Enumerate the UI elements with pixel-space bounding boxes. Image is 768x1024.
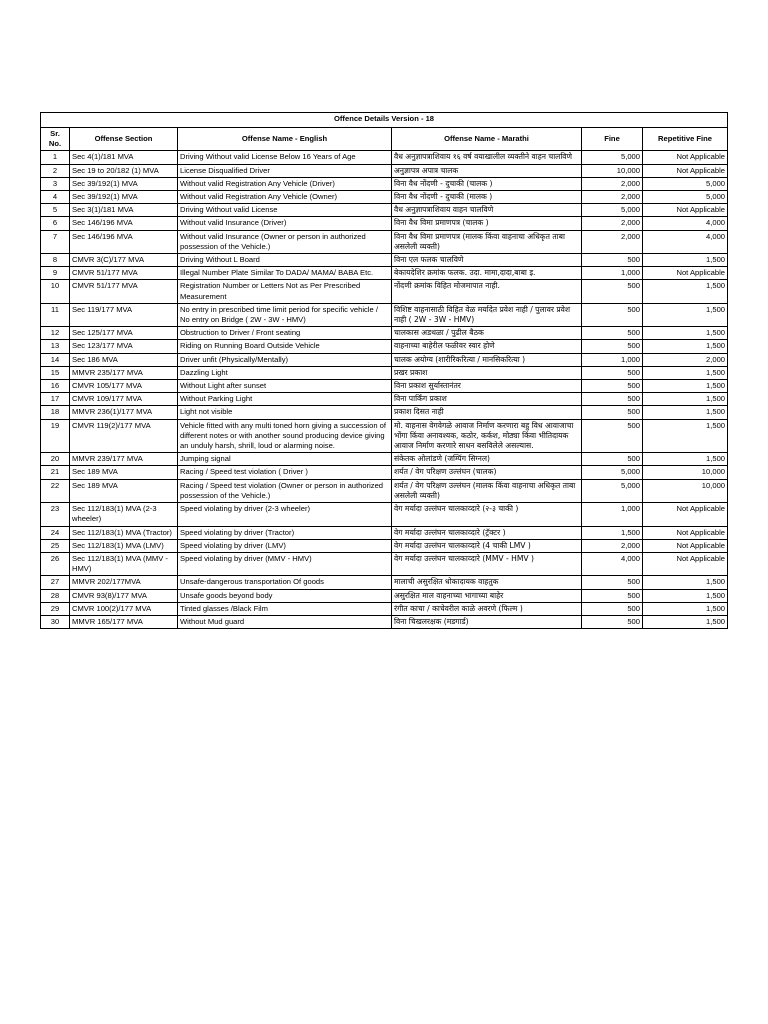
offense-name-marathi-cell: विना वैध नोंदणी - दुचाकी (मालक )	[392, 191, 582, 204]
fine-cell: 500	[582, 393, 643, 406]
offense-section-cell: CMVR 93(8)/177 MVA	[70, 589, 178, 602]
offense-name-english-cell: Without Parking Light	[178, 393, 392, 406]
table-row	[41, 353, 728, 366]
offense-section-cell: Sec 189 MVA	[70, 479, 178, 502]
offense-section-cell: MMVR 235/177 MVA	[70, 366, 178, 379]
offense-section-cell: Sec 4(1)/181 MVA	[70, 151, 178, 164]
sr-no-cell: 17	[41, 393, 70, 406]
table-row	[41, 230, 728, 253]
repetitive-fine-cell: 4,000	[643, 217, 728, 230]
fine-cell: 1,000	[582, 267, 643, 280]
repetitive-fine-cell: 1,500	[643, 340, 728, 353]
table-row	[41, 466, 728, 479]
sr-no-cell: 9	[41, 267, 70, 280]
fine-cell: 500	[582, 380, 643, 393]
sr-no-cell: 15	[41, 366, 70, 379]
offense-name-english-cell: Jumping signal	[178, 453, 392, 466]
offense-name-english-cell: Speed violating by driver (LMV)	[178, 539, 392, 552]
fine-cell: 500	[582, 576, 643, 589]
offense-name-english-cell: Registration Number or Letters Not as Per Prescribed Measurement	[178, 280, 392, 303]
repetitive-fine-cell: 1,500	[643, 327, 728, 340]
sr-no-cell: 12	[41, 327, 70, 340]
offense-section-cell: Sec 112/183(1) MVA (Tractor)	[70, 526, 178, 539]
repetitive-fine-cell: 1,500	[643, 303, 728, 326]
sr-no-cell: 5	[41, 204, 70, 217]
table-row	[41, 393, 728, 406]
offense-section-cell: MMVR 239/177 MVA	[70, 453, 178, 466]
sr-no-cell: 10	[41, 280, 70, 303]
sr-no-cell: 8	[41, 254, 70, 267]
header-row	[41, 128, 728, 151]
offense-name-marathi-cell: वेग मर्यादा उल्लंघन चालकाव्दारे (ट्रॅक्टर )	[392, 526, 582, 539]
offense-section-cell: Sec 112/183(1) MVA (2-3 wheeler)	[70, 503, 178, 526]
offense-name-marathi-cell: शर्यत / वेग परिक्षण उल्लंघन (चालक)	[392, 466, 582, 479]
offense-section-cell: CMVR 109/177 MVA	[70, 393, 178, 406]
offence-details-sheet	[40, 112, 727, 629]
fine-cell: 500	[582, 419, 643, 453]
header-offense-name-marathi: Offense Name - Marathi	[392, 128, 582, 151]
sr-no-cell: 14	[41, 353, 70, 366]
offense-name-english-cell: Unsafe goods beyond body	[178, 589, 392, 602]
repetitive-fine-cell: Not Applicable	[643, 503, 728, 526]
offense-name-english-cell: Without valid Registration Any Vehicle (Driver)	[178, 177, 392, 190]
offense-name-marathi-cell: संकेतक ओलांडणे (जम्पिंग सिग्नल)	[392, 453, 582, 466]
repetitive-fine-cell: 10,000	[643, 466, 728, 479]
offense-name-english-cell: No entry in prescribed time limit period for specific vehicle / No entry on Bridge ( 2W - 3W - HMV)	[178, 303, 392, 326]
fine-cell: 500	[582, 453, 643, 466]
offense-name-marathi-cell: वैध अनुज्ञापत्राशिवाय वाहन चालविणे	[392, 204, 582, 217]
table-body	[41, 151, 728, 629]
offense-name-marathi-cell: विशिष्ट वाहनासाठी विहित वेळ मर्यादेत प्रवेश नाही / पुलावर प्रवेश नाही ( 2W - 3W - HMV)	[392, 303, 582, 326]
offense-name-marathi-cell: विना प्रकाश सुर्यास्तानंतर	[392, 380, 582, 393]
fine-cell: 10,000	[582, 164, 643, 177]
table-row	[41, 539, 728, 552]
table-row	[41, 151, 728, 164]
sr-no-cell: 16	[41, 380, 70, 393]
offense-section-cell: CMVR 100(2)/177 MVA	[70, 602, 178, 615]
repetitive-fine-cell: 1,500	[643, 366, 728, 379]
fine-cell: 5,000	[582, 479, 643, 502]
header-fine: Fine	[582, 128, 643, 151]
offense-name-english-cell: Unsafe-dangerous transportation Of goods	[178, 576, 392, 589]
offense-name-english-cell: Obstruction to Driver / Front seating	[178, 327, 392, 340]
fine-cell: 500	[582, 406, 643, 419]
offense-section-cell: Sec 186 MVA	[70, 353, 178, 366]
offense-name-english-cell: Without Mud guard	[178, 615, 392, 628]
table-row	[41, 191, 728, 204]
sr-no-cell: 22	[41, 479, 70, 502]
fine-cell: 5,000	[582, 204, 643, 217]
fine-cell: 500	[582, 303, 643, 326]
fine-cell: 5,000	[582, 151, 643, 164]
table-row	[41, 419, 728, 453]
title-row	[41, 113, 728, 128]
offense-name-marathi-cell: विना चिखलरक्षक (मडगार्ड)	[392, 615, 582, 628]
fine-cell: 500	[582, 327, 643, 340]
offense-name-marathi-cell: प्रकाश दिसत नाही	[392, 406, 582, 419]
fine-cell: 500	[582, 366, 643, 379]
table-row	[41, 280, 728, 303]
offense-section-cell: CMVR 105/177 MVA	[70, 380, 178, 393]
offense-section-cell: Sec 146/196 MVA	[70, 230, 178, 253]
repetitive-fine-cell: 1,500	[643, 406, 728, 419]
offense-section-cell: MMVR 165/177 MVA	[70, 615, 178, 628]
repetitive-fine-cell: 1,500	[643, 280, 728, 303]
table-row	[41, 406, 728, 419]
offense-name-marathi-cell: विना वैध नोंदणी - दुचाकी (चालक )	[392, 177, 582, 190]
offense-name-english-cell: Light not visible	[178, 406, 392, 419]
sr-no-cell: 18	[41, 406, 70, 419]
repetitive-fine-cell: Not Applicable	[643, 552, 728, 575]
sr-no-cell: 11	[41, 303, 70, 326]
offense-name-marathi-cell: चालक अयोग्य (शारीरिकरित्या / मानसिकरित्या )	[392, 353, 582, 366]
fine-cell: 2,000	[582, 539, 643, 552]
sr-no-cell: 19	[41, 419, 70, 453]
offense-name-english-cell: Illegal Number Plate Similar To DADA/ MAMA/ BABA Etc.	[178, 267, 392, 280]
offense-section-cell: Sec 146/196 MVA	[70, 217, 178, 230]
table-row	[41, 453, 728, 466]
table-row	[41, 303, 728, 326]
offense-name-marathi-cell: विना एल फलक चालविणे	[392, 254, 582, 267]
table-row	[41, 380, 728, 393]
offense-section-cell: MMVR 236(1)/177 MVA	[70, 406, 178, 419]
repetitive-fine-cell: 1,500	[643, 419, 728, 453]
offense-section-cell: Sec 119/177 MVA	[70, 303, 178, 326]
offense-section-cell: Sec 112/183(1) MVA (MMV - HMV)	[70, 552, 178, 575]
fine-cell: 500	[582, 615, 643, 628]
table-row	[41, 576, 728, 589]
offense-name-english-cell: Vehicle fitted with any multi toned horn giving a succession of different notes or with another sound producing device giving an unduly harsh, shrill, loud or alarming noise.	[178, 419, 392, 453]
offense-name-marathi-cell: विना वैध विमा प्रमाणपत्र (चालक )	[392, 217, 582, 230]
repetitive-fine-cell: 10,000	[643, 479, 728, 502]
offense-name-marathi-cell: असुरक्षित माल वाहनाच्या भागाच्या बाहेर	[392, 589, 582, 602]
table-row	[41, 589, 728, 602]
repetitive-fine-cell: 1,500	[643, 576, 728, 589]
repetitive-fine-cell: 5,000	[643, 191, 728, 204]
sr-no-cell: 7	[41, 230, 70, 253]
repetitive-fine-cell: 1,500	[643, 393, 728, 406]
offense-name-marathi-cell: विना वैध विमा प्रमाणपत्र (मालक किंवा वाहनाचा अधिकृत ताबा असलेली व्यक्ती)	[392, 230, 582, 253]
offense-name-marathi-cell: विना पार्किंग प्रकाश	[392, 393, 582, 406]
offense-name-marathi-cell: वैध अनुज्ञापत्राशिवाय १६ वर्ष वयाखालील व्यक्तीने वाहन चालविणे	[392, 151, 582, 164]
sr-no-cell: 21	[41, 466, 70, 479]
fine-cell: 2,000	[582, 217, 643, 230]
offense-name-english-cell: Speed violating by driver (2-3 wheeler)	[178, 503, 392, 526]
sr-no-cell: 29	[41, 602, 70, 615]
offense-name-marathi-cell: रंगीत काचा / काचेवरील काळे अवरणे (फिल्म )	[392, 602, 582, 615]
offense-name-marathi-cell: प्रखर प्रकाश	[392, 366, 582, 379]
table-row	[41, 552, 728, 575]
table-row	[41, 340, 728, 353]
repetitive-fine-cell: Not Applicable	[643, 539, 728, 552]
table-row	[41, 267, 728, 280]
header-sr-no: Sr. No.	[41, 128, 70, 151]
repetitive-fine-cell: 1,500	[643, 380, 728, 393]
table-row	[41, 164, 728, 177]
offense-section-cell: CMVR 3(C)/177 MVA	[70, 254, 178, 267]
header-offense-name-english: Offense Name - English	[178, 128, 392, 151]
offense-section-cell: CMVR 119(2)/177 MVA	[70, 419, 178, 453]
offense-name-english-cell: Without Light after sunset	[178, 380, 392, 393]
fine-cell: 500	[582, 340, 643, 353]
offense-name-english-cell: Driving Without L Board	[178, 254, 392, 267]
offense-name-english-cell: Driving Without valid License Below 16 Years of Age	[178, 151, 392, 164]
repetitive-fine-cell: 1,500	[643, 453, 728, 466]
sr-no-cell: 4	[41, 191, 70, 204]
offense-name-english-cell: Speed violating by driver (Tractor)	[178, 526, 392, 539]
repetitive-fine-cell: 2,000	[643, 353, 728, 366]
repetitive-fine-cell: Not Applicable	[643, 164, 728, 177]
offense-name-marathi-cell: वाहनाच्या बाहेरील फळीवर स्वार होणे	[392, 340, 582, 353]
header-offense-section: Offense Section	[70, 128, 178, 151]
table-row	[41, 615, 728, 628]
offense-name-english-cell: Tinted glasses /Black Film	[178, 602, 392, 615]
table-row	[41, 526, 728, 539]
repetitive-fine-cell: Not Applicable	[643, 267, 728, 280]
repetitive-fine-cell: 1,500	[643, 589, 728, 602]
offense-section-cell: Sec 189 MVA	[70, 466, 178, 479]
fine-cell: 1,500	[582, 526, 643, 539]
table-row	[41, 217, 728, 230]
fine-cell: 500	[582, 589, 643, 602]
offence-table	[40, 112, 728, 629]
offense-name-marathi-cell: चालकास अडथळा / पुढील बैठक	[392, 327, 582, 340]
offense-name-english-cell: License Disqualified Driver	[178, 164, 392, 177]
offense-section-cell: Sec 39/192(1) MVA	[70, 177, 178, 190]
repetitive-fine-cell: 1,500	[643, 602, 728, 615]
fine-cell: 500	[582, 254, 643, 267]
table-row	[41, 254, 728, 267]
table-row	[41, 479, 728, 502]
offense-name-english-cell: Driving Without valid License	[178, 204, 392, 217]
fine-cell: 1,000	[582, 503, 643, 526]
offense-name-english-cell: Without valid Insurance (Owner or person in authorized possession of the Vehicle.)	[178, 230, 392, 253]
offense-name-marathi-cell: वेग मर्यादा उल्लंघन चालकाव्दारे (२-३ चाकी )	[392, 503, 582, 526]
repetitive-fine-cell: 1,500	[643, 615, 728, 628]
offense-name-english-cell: Without valid Registration Any Vehicle (Owner)	[178, 191, 392, 204]
sr-no-cell: 2	[41, 164, 70, 177]
offense-name-english-cell: Racing / Speed test violation (Owner or person in authorized possession of the Vehicle.)	[178, 479, 392, 502]
offense-section-cell: Sec 39/192(1) MVA	[70, 191, 178, 204]
offense-section-cell: Sec 19 to 20/182 (1) MVA	[70, 164, 178, 177]
sr-no-cell: 30	[41, 615, 70, 628]
offense-section-cell: Sec 123/177 MVA	[70, 340, 178, 353]
offense-name-marathi-cell: शर्यत / वेग परिक्षण उल्लंघन (मालक किंवा वाहनाचा अधिकृत ताबा असलेली व्यक्ती)	[392, 479, 582, 502]
sr-no-cell: 27	[41, 576, 70, 589]
offense-name-english-cell: Without valid Insurance (Driver)	[178, 217, 392, 230]
sr-no-cell: 28	[41, 589, 70, 602]
offense-name-english-cell: Speed violating by driver (MMV - HMV)	[178, 552, 392, 575]
table-row	[41, 602, 728, 615]
offense-section-cell: Sec 3(1)/181 MVA	[70, 204, 178, 217]
offense-name-marathi-cell: नोंदणी क्रमांक विहित मोजमापात नाही.	[392, 280, 582, 303]
repetitive-fine-cell: 5,000	[643, 177, 728, 190]
offense-name-english-cell: Dazzling Light	[178, 366, 392, 379]
fine-cell: 500	[582, 602, 643, 615]
fine-cell: 4,000	[582, 552, 643, 575]
offense-section-cell: Sec 112/183(1) MVA (LMV)	[70, 539, 178, 552]
sr-no-cell: 13	[41, 340, 70, 353]
repetitive-fine-cell: 4,000	[643, 230, 728, 253]
offense-name-marathi-cell: वेग मर्यादा उल्लंघन चालकाव्दारे (4 चाकी LMV )	[392, 539, 582, 552]
table-row	[41, 366, 728, 379]
offense-section-cell: CMVR 51/177 MVA	[70, 267, 178, 280]
table-title: Offence Details Version - 18	[41, 113, 728, 128]
fine-cell: 5,000	[582, 466, 643, 479]
offense-name-marathi-cell: अनुज्ञापत्र अपात्र चालक	[392, 164, 582, 177]
sr-no-cell: 26	[41, 552, 70, 575]
repetitive-fine-cell: Not Applicable	[643, 151, 728, 164]
offense-name-english-cell: Racing / Speed test violation ( Driver )	[178, 466, 392, 479]
offense-section-cell: Sec 125/177 MVA	[70, 327, 178, 340]
table-row	[41, 503, 728, 526]
fine-cell: 2,000	[582, 191, 643, 204]
sr-no-cell: 23	[41, 503, 70, 526]
offense-name-english-cell: Riding on Running Board Outside Vehicle	[178, 340, 392, 353]
header-repetitive-fine: Repetitive Fine	[643, 128, 728, 151]
repetitive-fine-cell: 1,500	[643, 254, 728, 267]
offense-section-cell: MMVR 202/177MVA	[70, 576, 178, 589]
sr-no-cell: 3	[41, 177, 70, 190]
offense-name-marathi-cell: बेकायदेशिर क्रमांक फलक. उदा. मामा,दादा,बाबा इ.	[392, 267, 582, 280]
sr-no-cell: 20	[41, 453, 70, 466]
sr-no-cell: 25	[41, 539, 70, 552]
offense-name-english-cell: Driver unfit (Physically/Mentally)	[178, 353, 392, 366]
sr-no-cell: 24	[41, 526, 70, 539]
offense-name-marathi-cell: मालाची असुरक्षित धोकादायक वाहतुक	[392, 576, 582, 589]
offense-name-marathi-cell: वेग मर्यादा उल्लंघन चालकाव्दारे (MMV - HMV )	[392, 552, 582, 575]
repetitive-fine-cell: Not Applicable	[643, 204, 728, 217]
sr-no-cell: 6	[41, 217, 70, 230]
fine-cell: 2,000	[582, 177, 643, 190]
sr-no-cell: 1	[41, 151, 70, 164]
fine-cell: 2,000	[582, 230, 643, 253]
offense-name-marathi-cell: मो. वाहनास वेगवेगळे आवाज निर्माण करणारा बहु विध आवाजाचा भोंगा किंवा अनावश्यक, कठोर, कर्कश, मोठ्या किंवा भीतिदायक आवाज निर्माण करणारे साधन बसविलेले असल्यास.	[392, 419, 582, 453]
fine-cell: 1,000	[582, 353, 643, 366]
table-row	[41, 327, 728, 340]
repetitive-fine-cell: Not Applicable	[643, 526, 728, 539]
fine-cell: 500	[582, 280, 643, 303]
table-row	[41, 204, 728, 217]
table-row	[41, 177, 728, 190]
offense-section-cell: CMVR 51/177 MVA	[70, 280, 178, 303]
